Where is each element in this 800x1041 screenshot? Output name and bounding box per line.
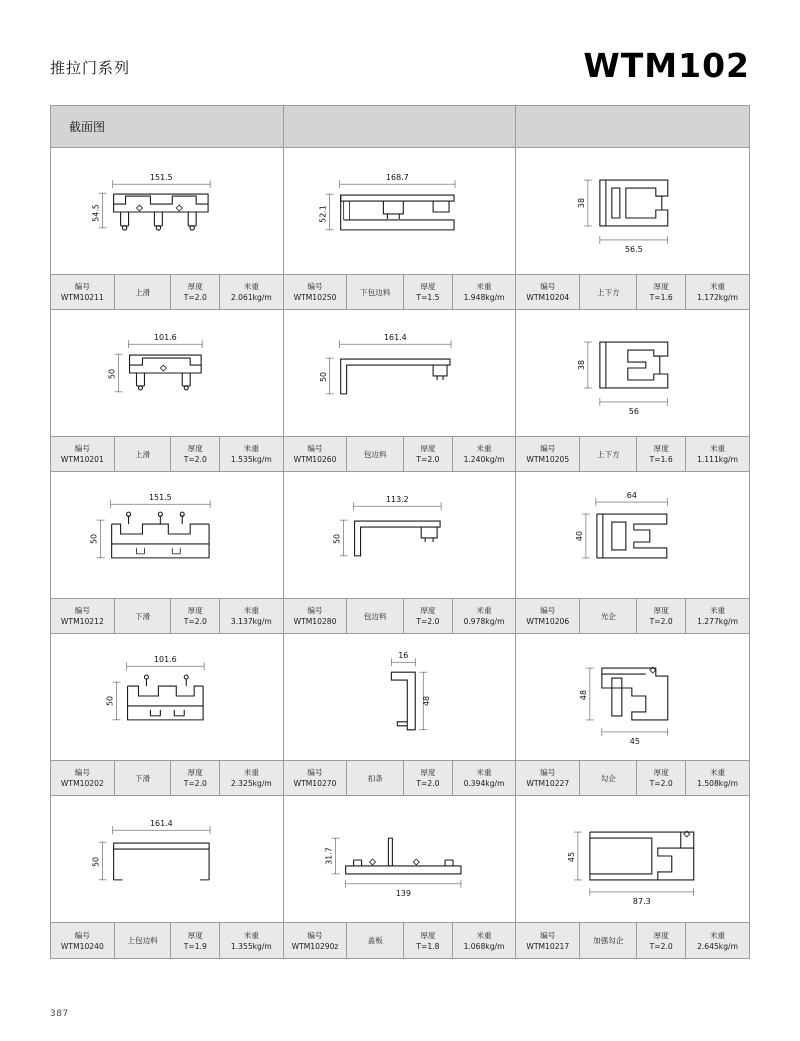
- profile-cell: [284, 310, 517, 472]
- spec-strip: [516, 598, 749, 634]
- spec-weight: [686, 761, 749, 795]
- product-code: WTM102: [583, 46, 750, 85]
- spec-thickness-value: T=2.0: [183, 779, 207, 788]
- spec-code-value: WTM10270: [293, 779, 337, 788]
- spec-code-value: WTM10202: [60, 779, 104, 788]
- spec-weight-value: 1.535kg/m: [230, 455, 272, 464]
- dim-height-label: 50: [107, 368, 117, 380]
- profile-drawing: [516, 472, 749, 598]
- spec-weight-label: 米重: [243, 282, 259, 291]
- profile-table: [50, 105, 750, 959]
- dim-height-label: 31.7: [324, 847, 334, 865]
- spec-code-value: WTM10250: [293, 293, 337, 302]
- spec-thickness: [637, 599, 686, 633]
- dim-width-label: 113.2: [385, 495, 409, 505]
- profile-cell: [51, 472, 284, 634]
- spec-thickness-label: 厚度: [653, 444, 669, 453]
- spec-weight: [453, 761, 516, 795]
- spec-thickness-value: T=2.0: [649, 617, 673, 626]
- spec-weight-label: 米重: [476, 930, 492, 940]
- spec-strip: [516, 436, 749, 472]
- spec-strip: [51, 760, 283, 796]
- spec-thickness: [171, 761, 220, 795]
- dim-height-label: 45: [567, 851, 577, 863]
- spec-weight: [686, 599, 749, 633]
- spec-thickness: [637, 275, 686, 309]
- spec-thickness: [171, 275, 220, 309]
- section-drawing-svg: [516, 310, 749, 436]
- spec-thickness: [404, 923, 453, 958]
- profile-drawing: [516, 310, 749, 436]
- profile-drawing: [516, 796, 749, 922]
- spec-thickness-value: T=1.5: [416, 293, 440, 302]
- dim-width-label: 168.7: [385, 173, 409, 183]
- spec-thickness: [637, 923, 686, 958]
- dim-height-label: 38: [577, 359, 587, 371]
- spec-thickness-value: T=1.6: [649, 293, 673, 302]
- spec-thickness: [171, 437, 220, 471]
- spec-weight-value: 0.978kg/m: [463, 617, 505, 626]
- table-row: [51, 310, 749, 472]
- table-row: [51, 148, 749, 310]
- spec-thickness-label: 厚度: [187, 606, 203, 615]
- profile-drawing: [51, 796, 283, 922]
- section-drawing-svg: [516, 472, 749, 598]
- spec-code: [284, 599, 348, 633]
- spec-weight-label: 米重: [243, 930, 259, 940]
- dim-width-label: 151.5: [148, 493, 172, 503]
- spec-thickness-label: 厚度: [420, 444, 436, 453]
- spec-strip: [284, 922, 516, 958]
- spec-name: 加强勾企: [580, 923, 637, 958]
- spec-name: 上滑: [115, 437, 172, 471]
- dim-width-label: 161.4: [383, 333, 407, 343]
- spec-thickness-value: T=2.0: [649, 941, 673, 951]
- profile-cell: [51, 796, 284, 958]
- spec-code: [516, 599, 580, 633]
- spec-name: 盖板: [347, 923, 404, 958]
- profile-drawing: [516, 148, 749, 274]
- spec-code-label: 编号: [540, 606, 556, 615]
- spec-code: [516, 275, 580, 309]
- spec-code-value: WTM10290z: [291, 941, 339, 951]
- spec-thickness-value: T=2.0: [416, 617, 440, 626]
- dim-height-label: 50: [105, 695, 115, 707]
- dim-width-label: 56: [629, 406, 640, 416]
- spec-thickness-value: T=1.8: [416, 941, 440, 951]
- spec-code-value: WTM10217: [526, 941, 570, 951]
- spec-weight-value: 1.111kg/m: [697, 455, 738, 464]
- spec-weight-label: 米重: [709, 444, 726, 453]
- spec-thickness-label: 厚度: [187, 444, 203, 453]
- spec-weight-value: 1.948kg/m: [463, 293, 505, 302]
- spec-code-value: WTM10227: [526, 779, 570, 788]
- spec-code: [516, 761, 580, 795]
- dim-height-label: 50: [89, 533, 99, 545]
- spec-name: 上包边料: [115, 923, 172, 958]
- profile-drawing: [51, 148, 283, 274]
- spec-code-label: 编号: [74, 282, 90, 291]
- spec-weight-value: 1.068kg/m: [463, 941, 505, 951]
- table-row: [51, 472, 749, 634]
- spec-weight-label: 米重: [243, 444, 259, 453]
- spec-weight-value: 1.172kg/m: [697, 293, 738, 302]
- spec-thickness: [404, 437, 453, 471]
- spec-thickness: [171, 923, 220, 958]
- dim-height-label: 38: [577, 197, 587, 209]
- spec-code-label: 编号: [540, 282, 556, 291]
- section-drawing-svg: [51, 310, 283, 436]
- table-row: [51, 634, 749, 796]
- spec-weight-label: 米重: [709, 606, 726, 615]
- spec-weight: [220, 599, 283, 633]
- spec-code-label: 编号: [74, 768, 90, 777]
- section-drawing-svg: [51, 148, 283, 274]
- profile-drawing: [284, 796, 516, 922]
- spec-code-value: WTM10280: [293, 617, 337, 626]
- spec-code: [51, 923, 115, 958]
- spec-code: [516, 437, 580, 471]
- spec-strip: [51, 922, 283, 958]
- spec-weight: [453, 275, 516, 309]
- dim-width-label: 87.3: [633, 896, 652, 906]
- spec-weight: [453, 923, 516, 958]
- profile-cell: [516, 310, 749, 472]
- section-drawing-svg: [51, 796, 283, 922]
- spec-weight-label: 米重: [709, 282, 726, 291]
- spec-weight-label: 米重: [709, 768, 726, 777]
- spec-name: 光企: [580, 599, 637, 633]
- section-drawing-svg: [284, 148, 516, 274]
- spec-code-value: WTM10240: [60, 941, 104, 951]
- spec-weight-value: 2.645kg/m: [697, 941, 738, 951]
- spec-name: 包边料: [347, 437, 404, 471]
- spec-weight-value: 2.325kg/m: [230, 779, 272, 788]
- spec-code-label: 编号: [307, 282, 323, 291]
- spec-thickness-label: 厚度: [653, 768, 669, 777]
- spec-weight-value: 1.240kg/m: [463, 455, 505, 464]
- dim-width-label: 161.4: [149, 819, 173, 829]
- spec-name: 下包边料: [347, 275, 404, 309]
- spec-code-label: 编号: [307, 930, 323, 940]
- spec-thickness-value: T=2.0: [649, 779, 673, 788]
- spec-thickness-label: 厚度: [420, 768, 436, 777]
- profile-cell: [284, 634, 517, 796]
- dim-height-label: 54.5: [91, 204, 101, 222]
- spec-thickness-value: T=1.9: [183, 941, 207, 951]
- spec-weight-value: 1.355kg/m: [230, 941, 272, 951]
- spec-code-value: WTM10204: [526, 293, 570, 302]
- spec-code-value: WTM10205: [526, 455, 570, 464]
- spec-name: 下滑: [115, 599, 172, 633]
- section-drawing-svg: [516, 634, 749, 760]
- spec-thickness: [171, 599, 220, 633]
- spec-code: [284, 761, 348, 795]
- band-cell-2: [284, 106, 517, 147]
- section-drawing-svg: [51, 634, 283, 760]
- dim-width-label: 101.6: [153, 655, 177, 665]
- spec-strip: [516, 922, 749, 958]
- spec-strip: [284, 598, 516, 634]
- spec-name: 下滑: [115, 761, 172, 795]
- series-title: 推拉门系列: [50, 59, 131, 77]
- spec-thickness: [404, 275, 453, 309]
- section-drawing-svg: [284, 634, 516, 760]
- spec-strip: [284, 436, 516, 472]
- dim-width-label: 45: [630, 736, 641, 746]
- spec-strip: [51, 598, 283, 634]
- spec-weight-label: 米重: [476, 444, 492, 453]
- dim-height-label: 48: [421, 695, 431, 707]
- section-drawing-svg: [284, 472, 516, 598]
- spec-weight: [220, 437, 283, 471]
- spec-weight-label: 米重: [243, 606, 259, 615]
- spec-code: [51, 437, 115, 471]
- band-cell-3: [516, 106, 749, 147]
- page-header: [0, 0, 800, 100]
- spec-code: [51, 275, 115, 309]
- spec-weight: [686, 275, 749, 309]
- dim-height-label: 50: [91, 856, 101, 868]
- profile-drawing: [284, 634, 516, 760]
- spec-weight-value: 1.508kg/m: [697, 779, 738, 788]
- profile-cell: [51, 634, 284, 796]
- profile-cell: [284, 796, 517, 958]
- spec-thickness: [404, 599, 453, 633]
- spec-weight: [220, 923, 283, 958]
- spec-code-value: WTM10201: [60, 455, 104, 464]
- spec-strip: [51, 274, 283, 310]
- band-cell-section-view: 截面图: [51, 106, 284, 147]
- spec-code: [51, 599, 115, 633]
- spec-weight: [453, 437, 516, 471]
- spec-thickness: [637, 437, 686, 471]
- spec-thickness-label: 厚度: [187, 930, 203, 940]
- spec-strip: [516, 760, 749, 796]
- spec-code-label: 编号: [307, 606, 323, 615]
- spec-code-label: 编号: [74, 930, 90, 940]
- spec-weight-value: 1.277kg/m: [697, 617, 738, 626]
- spec-strip: [284, 274, 516, 310]
- spec-code-value: WTM10211: [60, 293, 104, 302]
- section-drawing-svg: [516, 796, 749, 922]
- profile-cell: [284, 148, 517, 310]
- profile-cell: [516, 634, 749, 796]
- spec-code-label: 编号: [540, 444, 556, 453]
- profile-cell: [51, 148, 284, 310]
- spec-weight-label: 米重: [709, 930, 726, 940]
- dim-height-label: 50: [332, 533, 342, 545]
- profile-drawing: [516, 634, 749, 760]
- dim-height-label: 40: [575, 530, 585, 542]
- spec-weight: [220, 275, 283, 309]
- table-row: [51, 796, 749, 958]
- spec-thickness-label: 厚度: [187, 768, 203, 777]
- spec-thickness-label: 厚度: [653, 606, 669, 615]
- spec-thickness-label: 厚度: [420, 282, 436, 291]
- spec-thickness-value: T=2.0: [183, 293, 207, 302]
- spec-thickness-label: 厚度: [653, 930, 669, 940]
- profile-drawing: [284, 472, 516, 598]
- dim-height-label: 52.1: [318, 205, 328, 223]
- page-number: 387: [50, 1009, 69, 1019]
- spec-thickness-value: T=2.0: [183, 455, 207, 464]
- dim-height-label: 50: [318, 371, 328, 383]
- spec-strip: [516, 274, 749, 310]
- profile-drawing: [51, 472, 283, 598]
- spec-weight: [453, 599, 516, 633]
- spec-thickness-label: 厚度: [187, 282, 203, 291]
- profile-cell: [516, 148, 749, 310]
- dim-width-label: 56.5: [625, 244, 644, 254]
- profile-cell: [516, 796, 749, 958]
- spec-weight: [220, 761, 283, 795]
- spec-weight-value: 3.137kg/m: [230, 617, 272, 626]
- spec-weight: [686, 923, 749, 958]
- spec-weight-label: 米重: [476, 282, 492, 291]
- section-drawing-svg: [51, 472, 283, 598]
- spec-thickness: [404, 761, 453, 795]
- spec-thickness-value: T=1.6: [649, 455, 673, 464]
- spec-weight-label: 米重: [476, 768, 492, 777]
- spec-thickness-value: T=2.0: [416, 779, 440, 788]
- spec-thickness-label: 厚度: [420, 606, 436, 615]
- spec-weight-value: 2.061kg/m: [230, 293, 272, 302]
- profile-drawing: [51, 634, 283, 760]
- spec-code-value: WTM10206: [526, 617, 570, 626]
- spec-code-label: 编号: [307, 444, 323, 453]
- dim-width-label: 151.5: [149, 173, 173, 183]
- spec-thickness-value: T=2.0: [416, 455, 440, 464]
- profile-cell: [51, 310, 284, 472]
- profile-drawing: [284, 310, 516, 436]
- spec-name: 上下方: [580, 275, 637, 309]
- section-drawing-svg: [284, 310, 516, 436]
- spec-weight: [686, 437, 749, 471]
- profile-cell: [516, 472, 749, 634]
- spec-name: 扣条: [347, 761, 404, 795]
- spec-thickness-label: 厚度: [653, 282, 669, 291]
- profile-cell: [284, 472, 517, 634]
- spec-name: 上下方: [580, 437, 637, 471]
- profile-drawing: [51, 310, 283, 436]
- spec-weight-value: 0.394kg/m: [463, 779, 505, 788]
- spec-code-label: 编号: [540, 768, 556, 777]
- spec-thickness-value: T=2.0: [183, 617, 207, 626]
- spec-name: 包边料: [347, 599, 404, 633]
- spec-code-label: 编号: [540, 930, 556, 940]
- spec-code: [284, 923, 348, 958]
- dim-height-label: 48: [579, 689, 589, 701]
- spec-thickness: [637, 761, 686, 795]
- section-drawing-svg: [284, 796, 516, 922]
- dim-width-label: 101.6: [153, 333, 177, 343]
- spec-code: [284, 275, 348, 309]
- spec-code: [51, 761, 115, 795]
- dim-width-label: 139: [395, 888, 411, 898]
- spec-strip: [51, 436, 283, 472]
- spec-strip: [284, 760, 516, 796]
- spec-code-value: WTM10212: [60, 617, 104, 626]
- spec-code: [284, 437, 348, 471]
- dim-width-label: 64: [627, 491, 638, 501]
- spec-code-value: WTM10260: [293, 455, 337, 464]
- spec-weight-label: 米重: [243, 768, 259, 777]
- table-band-header: [51, 106, 749, 148]
- spec-code-label: 编号: [74, 444, 90, 453]
- spec-thickness-label: 厚度: [420, 930, 436, 940]
- spec-weight-label: 米重: [476, 606, 492, 615]
- spec-code: [516, 923, 580, 958]
- spec-code-label: 编号: [74, 606, 90, 615]
- section-drawing-svg: [516, 148, 749, 274]
- profile-drawing: [284, 148, 516, 274]
- spec-code-label: 编号: [307, 768, 323, 777]
- spec-name: 上滑: [115, 275, 172, 309]
- spec-name: 勾企: [580, 761, 637, 795]
- dim-width-label: 16: [397, 651, 409, 661]
